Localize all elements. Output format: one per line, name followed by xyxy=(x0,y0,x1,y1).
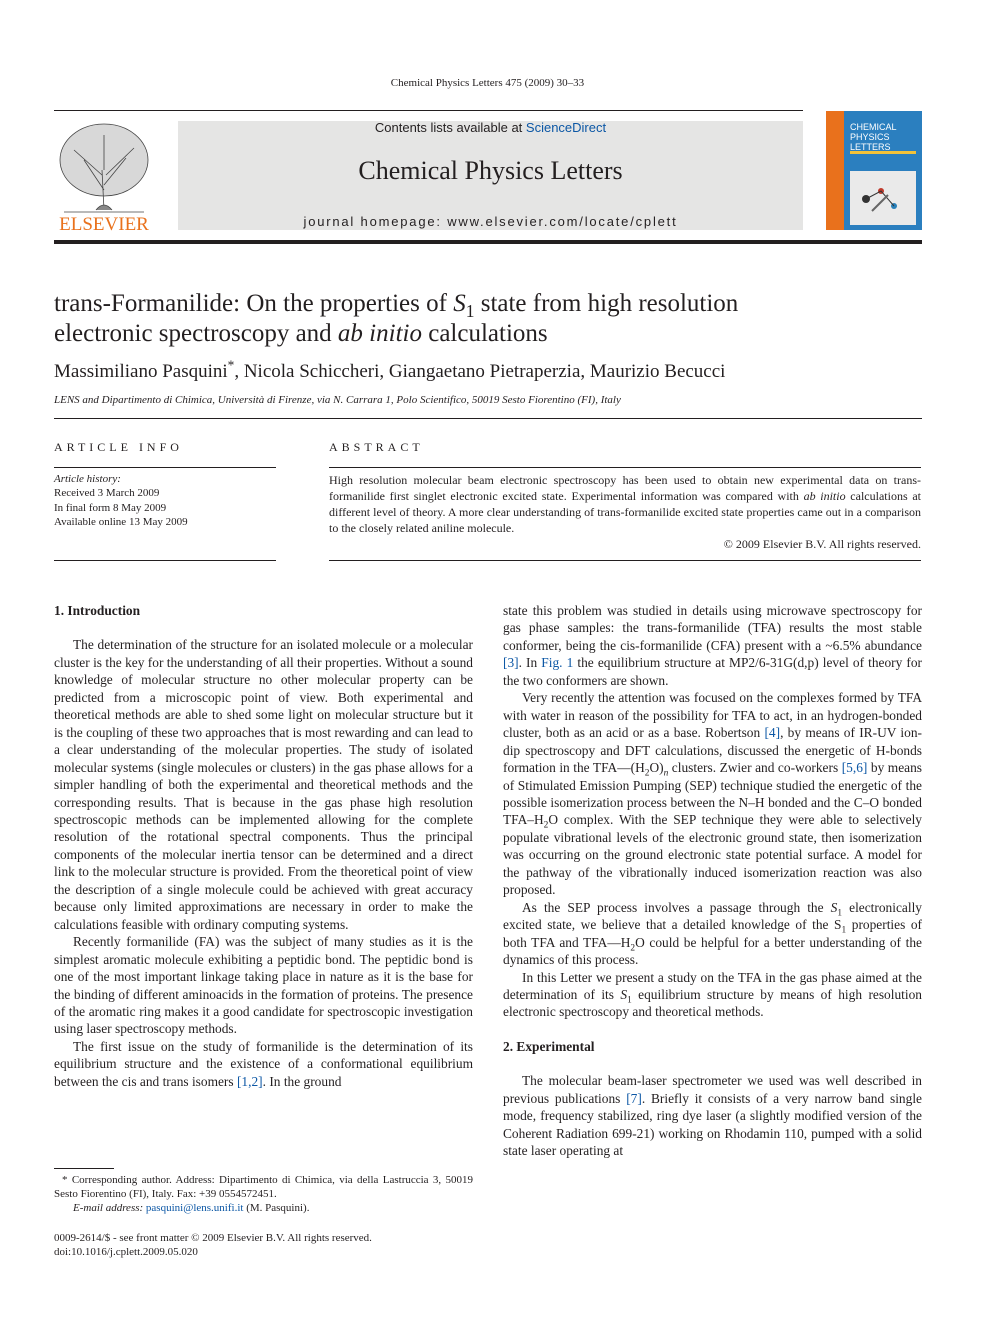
subscript: 1 xyxy=(627,995,632,1006)
section-heading-experimental: 2. Experimental xyxy=(503,1038,595,1054)
paragraph-text: . In the ground xyxy=(262,1073,342,1089)
subscript: 2 xyxy=(630,943,636,954)
title-subscript: 1 xyxy=(465,301,475,321)
paragraph-text: . Briefly it consists of a very narrow band single mode, frequency stabilized, ring dye laser (a slightly modified version of the Coherent Radiation 699-21) working on Rhodamin 110, pumped with a solid state laser operating at xyxy=(503,1090,922,1159)
subscript: 2 xyxy=(543,821,549,832)
title-line-1 xyxy=(54,289,934,319)
received-date: Received 3 March 2009 xyxy=(54,487,160,500)
figure-link[interactable]: Fig. 1 xyxy=(541,655,574,671)
paragraph-text: properties of both TFA and TFA—H xyxy=(503,917,922,950)
elsevier-tree-icon xyxy=(54,120,154,235)
paragraph-text: In this Letter we present a study on the TFA in the gas phase aimed at the determination of its xyxy=(503,969,922,1002)
history-label: Article history: xyxy=(54,473,121,485)
paragraph-text: O) xyxy=(649,760,664,776)
title-rule xyxy=(54,418,922,419)
right-column xyxy=(503,602,922,1160)
article-info-rule xyxy=(54,467,276,468)
paragraph-text: by means of Stimulated Emission Pumping (SEP) technique studied the energetic of the possible isomerization process between the N–H bonded and the C–O bonded TFA–H xyxy=(503,760,923,828)
paragraph-text: the equilibrium structure at MP2/6-31G(d,p) level of theory for the two conformers are shown. xyxy=(503,655,923,688)
subscript: 1 xyxy=(837,908,843,919)
title-text: state from high resolution xyxy=(474,290,739,317)
article-info-heading: ARTICLE INFO xyxy=(54,440,183,454)
paragraph-text: As the SEP process involves a passage through the xyxy=(522,899,831,915)
journal-homepage[interactable]: journal homepage: www.elsevier.com/locate/cplett xyxy=(303,214,678,229)
final-form-date: In final form 8 May 2009 xyxy=(54,501,167,514)
reference-link[interactable]: [1,2] xyxy=(236,1073,263,1089)
paragraph xyxy=(503,1072,922,1159)
title-text: electronic spectroscopy and xyxy=(54,320,338,347)
copyright: © 2009 Elsevier B.V. All rights reserved. xyxy=(723,537,921,551)
corresponding-author-mark[interactable]: * xyxy=(227,357,235,373)
abstract-text xyxy=(329,472,921,552)
contents-prefix: Contents lists available at xyxy=(374,120,526,135)
abstract-bottom-rule xyxy=(329,560,921,561)
abstract-body: calculations at different level of theory. A more clear understanding of trans-formanilide excited state properties came out in a comparison to the closely related aniline molecule. xyxy=(329,489,921,535)
paragraph: Recently formanilide (FA) was the subject of many studies as it is the simplest aromatic molecule exhibiting a peptidic bond. The peptidic bond is one of the most important linkage taking place in nature as it is the base for the binding of different aminoacids in the formation of proteins. The presence of the aromatic ring makes it a good candidate for spectroscopic investigation using laser spectroscopy methods. xyxy=(54,934,473,1037)
title-italic: ab initio xyxy=(337,320,422,347)
subscript: 1 xyxy=(841,925,847,936)
subscript: n xyxy=(663,768,669,779)
elsevier-logo xyxy=(54,120,154,235)
article-info-bottom-rule xyxy=(54,560,276,561)
paragraph-text: equilibrium structure by means of high resolution electronic spectroscopy and theoretical methods. xyxy=(503,986,922,1020)
paragraph: The determination of the structure for an isolated molecule or a molecular cluster is the key for the understanding of all their properties. Without a sound knowledge of molecular structure no other molecular property can be predicted from a microscopic point of view. Both experimental and theoretical methods are able to shed some light on molecular structure but it is the coupling of these two approaches that is most rewarding and can lead to a clear understanding of the molecular properties. The study of isolated molecular systems (single molecules or clusters) in the gas phase allows for a simpler handling of both the experimental and theoretical methods and the corresponding results. That is because in the gas phase high resolution spectroscopic methods can be implemented allowing for the complete resolution of the rotational spectral components. Thus the principal components of the molecular inertia tensor can be determined and a direct link to the molecular structure is provided. From the theoretical point of view the description of a single molecule could be achieved with great accuracy because only limited approximations are necessary in order to make the calculations feasible with ordinary computing systems. xyxy=(54,637,473,932)
footnote-body: Corresponding author. Address: Dipartimento di Chimica, via della Lastruccia 3, 50019 Sesto Fiorentino (FI), Italy. Fax: +39 0554572451. xyxy=(54,1174,473,1200)
cover-title-line: LETTERS xyxy=(850,142,891,152)
affiliation: LENS and Dipartimento di Chimica, Università di Firenze, via N. Carrara 1, Polo Scientifico, 50019 Sesto Fiorentino (FI), Italy xyxy=(54,394,621,406)
paragraph-text: The first issue on the study of formanilide is the determination of its equilibrium structure and the existence of a conformational equilibrium between the cis and trans isomers xyxy=(54,1038,473,1089)
journal-title: Chemical Physics Letters xyxy=(358,156,623,185)
header-rule xyxy=(54,110,803,111)
title-line-2 xyxy=(54,319,934,349)
paragraph-text: . In xyxy=(518,655,542,671)
footnote-rule xyxy=(54,1168,114,1169)
paragraph xyxy=(503,969,922,1021)
footnote-mark: * xyxy=(62,1174,68,1186)
symbol: S xyxy=(620,986,628,1002)
abstract-rule xyxy=(329,467,921,468)
online-date: Available online 13 May 2009 xyxy=(54,516,188,529)
left-column xyxy=(54,602,473,1090)
email-name: (M. Pasquini). xyxy=(246,1202,310,1214)
subscript: 2 xyxy=(644,768,650,779)
section-heading-introduction: 1. Introduction xyxy=(54,603,141,618)
paragraph-text: clusters. Zwier and co-workers xyxy=(668,760,842,776)
reference-link[interactable]: [7] xyxy=(626,1090,642,1106)
abstract-heading: ABSTRACT xyxy=(329,440,424,454)
paragraph xyxy=(503,899,922,969)
paragraph-text: O complex. With the SEP technique they were able to selectively populate vibrational levels of the electronic ground state, then isomerization was occurring on the ground electronic state potential surface. A model for the pathway of the vibrationally induced isomerization reaction was also proposed. xyxy=(503,812,922,898)
author-names: , Nicola Schiccheri, Giangaetano Pietraperzia, Maurizio Becucci xyxy=(234,361,726,382)
author-list xyxy=(54,357,726,383)
issn-line: 0009-2614/$ - see front matter © 2009 Elsevier B.V. All rights reserved. xyxy=(54,1232,372,1244)
article-title xyxy=(54,289,934,349)
paragraph-text: state this problem was studied in details using microwave spectroscopy for gas phase samples: the trans-formanilide (TFA) results the most stable conformer, being the cis-formanilide (CFA) present with a ~6.5% abundance xyxy=(503,603,922,653)
journal-citation: Chemical Physics Letters 475 (2009) 30–33 xyxy=(390,77,585,89)
paragraph-text: O could be helpful for a better understanding of the dynamics of this process. xyxy=(503,934,922,968)
paragraph-text: electronically excited state, we believe that a detailed knowledge of the S xyxy=(503,899,922,933)
email-link[interactable]: pasquini@lens.unifi.it xyxy=(145,1202,244,1214)
cover-title-line: CHEMICAL xyxy=(850,122,897,132)
contents-line xyxy=(178,120,803,135)
elsevier-wordmark: ELSEVIER xyxy=(59,214,149,235)
abstract-italic: ab initio xyxy=(803,489,846,503)
footnote-text xyxy=(54,1173,473,1201)
reference-link[interactable]: [4] xyxy=(764,725,781,741)
sciencedirect-link[interactable]: ScienceDirect xyxy=(525,120,607,135)
abstract-body: High resolution molecular beam electronic spectroscopy has been used to obtain new experimental data on trans-formanilide first singlet electronic excited state. Experimental information was compared with xyxy=(329,473,921,503)
paragraph-text: The molecular beam-laser spectrometer we used was well described in previous publications xyxy=(503,1073,922,1106)
header-thick-rule xyxy=(54,240,922,244)
front-matter xyxy=(54,1231,372,1259)
email-label: E-mail address: xyxy=(73,1202,144,1214)
reference-link[interactable]: [3] xyxy=(503,655,519,671)
author-name[interactable]: Massimiliano Pasquini xyxy=(54,361,228,382)
journal-cover xyxy=(826,111,922,230)
email-line xyxy=(54,1201,473,1215)
title-text: trans-Formanilide: On the properties of xyxy=(54,290,454,317)
article-history xyxy=(54,472,188,530)
doi-line[interactable]: doi:10.1016/j.cplett.2009.05.020 xyxy=(54,1246,198,1258)
reference-link[interactable]: [5,6] xyxy=(841,760,868,776)
footnote xyxy=(54,1173,473,1215)
title-symbol: S xyxy=(453,290,466,317)
cover-title-line: PHYSICS xyxy=(850,132,890,142)
paragraph xyxy=(54,1038,473,1090)
paragraph xyxy=(503,689,922,898)
paragraph xyxy=(503,602,922,689)
paragraph-text: , by means of IR-UV ion-dip spectroscopy and DFT calculations, discussed the energetic of H-bonds formation in the TFA—(H xyxy=(503,725,922,776)
paragraph-text: Very recently the attention was focused on the complexes formed by TFA with water in reason of the possibility for TFA to act, in an hydrogen-bonded cluster, both as an acid or as a base. Robertson xyxy=(503,690,922,741)
symbol: S xyxy=(830,899,838,915)
title-text: calculations xyxy=(421,320,548,347)
cover-title xyxy=(850,122,897,152)
